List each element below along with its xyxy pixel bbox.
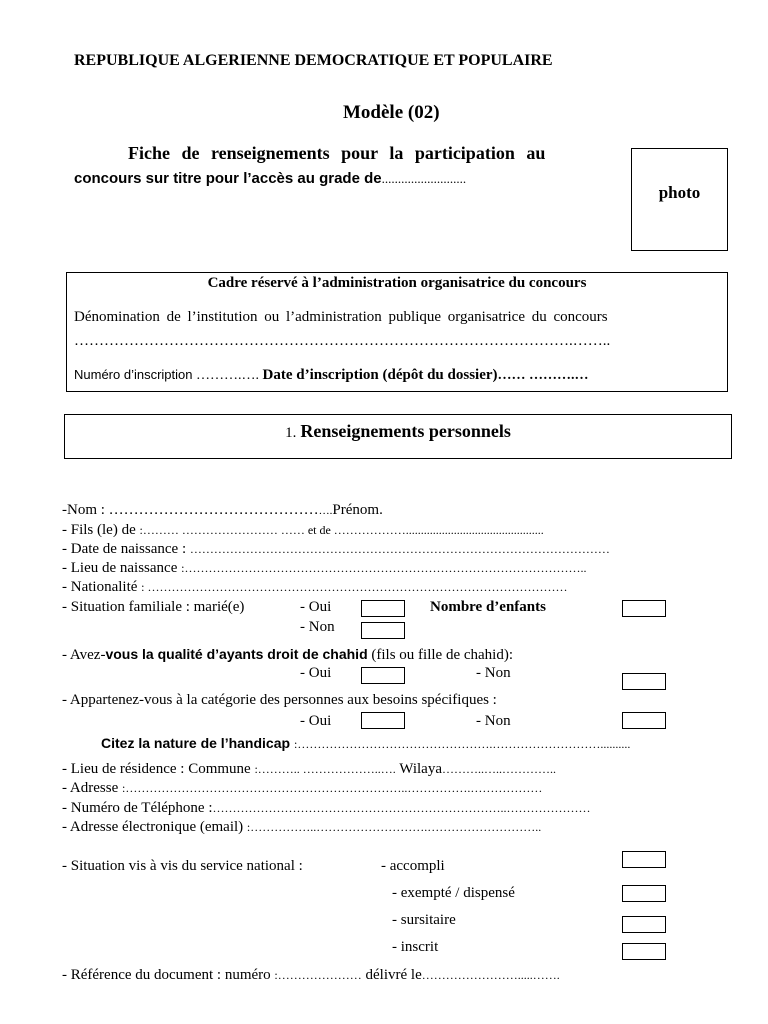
chahid-pre: - Avez- — [62, 647, 106, 663]
marie-non-label: - Non — [300, 619, 335, 635]
besoins-oui-label: - Oui — [300, 713, 332, 729]
service-national-label: - Situation vis à vis du service national : — [62, 858, 303, 874]
field-nationalite — [62, 579, 567, 596]
handicap-dots: :………………………………………….……………………….......... — [294, 737, 631, 751]
photo-label: photo — [658, 183, 701, 202]
nombre-enfants-box[interactable] — [622, 600, 666, 617]
photo-box — [631, 148, 728, 251]
numero-inscription-label: Numéro d’inscription — [74, 367, 193, 382]
admin-title: Cadre réservé à l’administration organisatrice du concours — [207, 275, 587, 291]
date-inscription-label: Date d’inscription (dépôt du dossier) — [262, 367, 498, 383]
exempte-checkbox[interactable] — [622, 885, 666, 902]
field-adresse — [62, 780, 542, 797]
form-title-line1: Fiche de renseignements pour la participation au — [128, 143, 546, 163]
inscrit-checkbox[interactable] — [622, 943, 666, 960]
exempte-label: - exempté / dispensé — [392, 885, 515, 901]
field-telephone — [62, 800, 591, 817]
delivre-label: délivré le — [365, 967, 422, 983]
admin-denomination: Dénomination de l’institution ou l’administration publique organisatrice du concours — [74, 309, 608, 325]
email-label: - Adresse électronique (email) — [62, 819, 244, 835]
nom-label: -Nom : …………………………………… — [62, 502, 319, 518]
form-title-grade: concours sur titre pour l’accès au grade de — [74, 170, 382, 187]
besoins-oui-checkbox[interactable] — [361, 712, 405, 729]
email-dots: :……………..……………………….……………………….. — [246, 820, 542, 834]
sursitaire-label: - sursitaire — [392, 912, 456, 928]
delivre-dots: …………………….....……. — [421, 968, 560, 982]
wilaya-dots: ………..…..………….. — [441, 762, 556, 776]
form-title-dots: .......................... — [381, 171, 467, 186]
date-inscription-dots: …… ……….… — [497, 368, 589, 383]
section1-heading — [65, 421, 731, 442]
model-number: Modèle (02) — [343, 102, 440, 123]
residence-label: - Lieu de résidence : Commune — [62, 761, 251, 777]
fils-dots: :……… …………………… …… et de ……………….............................................. — [139, 523, 544, 537]
form-title-line2 — [74, 170, 466, 188]
residence-dots: :……….. ………………..…. — [254, 762, 396, 776]
nationalite-label: - Nationalité — [62, 579, 138, 595]
chahid-oui-checkbox[interactable] — [361, 667, 405, 684]
handicap-line — [101, 735, 630, 753]
numero-inscription-dots: ……….…. — [196, 368, 259, 383]
field-reference — [62, 967, 560, 984]
section1-number: 1. — [285, 425, 297, 441]
nationalite-dots: : …………………………………………………………………………………………… — [141, 580, 568, 594]
marie-oui-checkbox[interactable] — [361, 600, 405, 617]
field-date-naissance — [62, 541, 610, 558]
wilaya-label: Wilaya — [399, 761, 442, 777]
handicap-label: Citez la nature de l’handicap — [101, 735, 291, 751]
chahid-bold: vous la qualité d’ayants droit de chahid — [105, 646, 368, 662]
admin-inscription-line — [74, 367, 589, 384]
field-nom — [62, 502, 383, 519]
admin-denomination-dots: ……………………………………………………………………………………….…….. — [74, 333, 611, 349]
field-email — [62, 819, 541, 836]
fils-label: - Fils (le) de — [62, 522, 136, 538]
reference-label: - Référence du document : numéro — [62, 967, 271, 983]
section1-box — [64, 414, 732, 459]
chahid-question — [62, 646, 513, 664]
inscrit-label: - inscrit — [392, 939, 439, 955]
nombre-enfants-label: Nombre d’enfants — [430, 599, 546, 615]
accompli-checkbox[interactable] — [622, 851, 666, 868]
sursitaire-checkbox[interactable] — [622, 916, 666, 933]
marie-non-checkbox[interactable] — [361, 622, 405, 639]
besoins-non-label: - Non — [476, 713, 511, 729]
field-residence — [62, 761, 556, 778]
telephone-label: - Numéro de Téléphone : — [62, 800, 213, 816]
section1-title: Renseignements personnels — [300, 421, 511, 441]
chahid-non-label: - Non — [476, 665, 511, 681]
field-fils — [62, 522, 544, 539]
chahid-post: (fils ou fille de chahid): — [371, 647, 513, 663]
reference-dots: :………………… — [274, 968, 362, 982]
date-naissance-label: - Date de naissance : — [62, 541, 187, 557]
besoins-question: - Appartenez-vous à la catégorie des personnes aux besoins spécifiques : — [62, 692, 497, 708]
accompli-label: - accompli — [381, 858, 445, 874]
adresse-label: - Adresse — [62, 780, 119, 796]
field-lieu-naissance — [62, 560, 586, 577]
adresse-dots: :……………………………………………………………..…………….……………… — [122, 781, 543, 795]
telephone-dots: ………………………………………………………………..………………… — [212, 801, 591, 815]
marie-oui-label: - Oui — [300, 599, 332, 615]
situation-familiale-label: - Situation familiale : marié(e) — [62, 599, 245, 615]
lieu-naissance-dots: :……………………………………………………………………………………….. — [181, 561, 587, 575]
admin-reserved-box — [66, 272, 728, 392]
nom-dots: …. — [318, 505, 333, 517]
date-naissance-dots: …………………………………………………………………………………………… — [189, 542, 610, 556]
republic-heading: REPUBLIQUE ALGERIENNE DEMOCRATIQUE ET POPULAIRE — [74, 52, 553, 69]
prenom-label: Prénom. — [332, 502, 383, 518]
chahid-oui-label: - Oui — [300, 665, 332, 681]
lieu-naissance-label: - Lieu de naissance — [62, 560, 178, 576]
besoins-non-checkbox[interactable] — [622, 712, 666, 729]
chahid-non-checkbox[interactable] — [622, 673, 666, 690]
